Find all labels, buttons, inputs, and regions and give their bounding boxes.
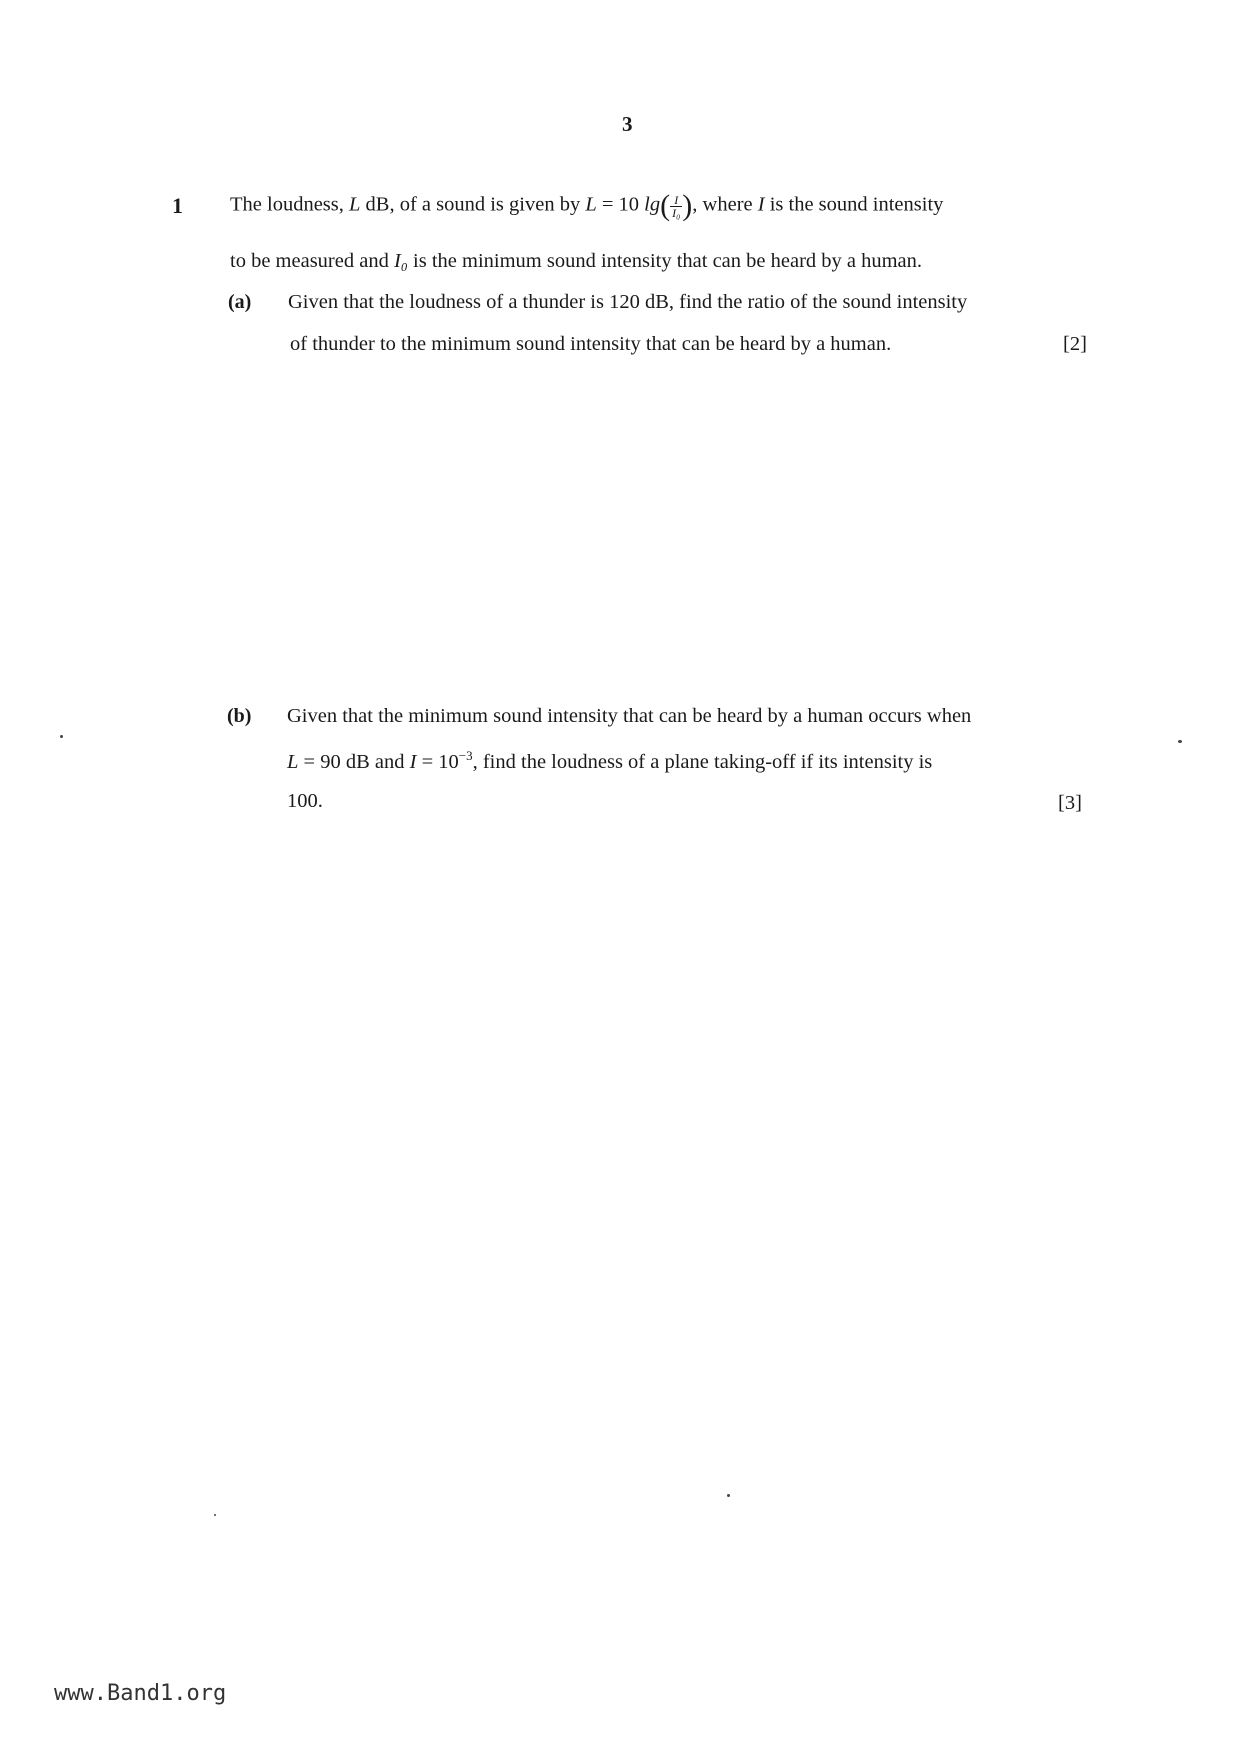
fraction-numerator: I [670, 194, 682, 207]
scan-speck [214, 1514, 216, 1516]
part-b-text: = 90 dB and [298, 750, 410, 773]
part-b-line-1: Given that the minimum sound intensity that can be heard by a human occurs when [287, 705, 972, 727]
stem-text: , where [692, 193, 758, 216]
open-paren: ( [660, 189, 671, 222]
stem-text: to be measured and [230, 250, 394, 272]
part-a-line-2: of thunder to the minimum sound intensity that can be heard by a human. [290, 333, 892, 355]
formula-lg: lg [644, 193, 661, 216]
formula-equals: = 10 [596, 193, 645, 216]
variable-I0: I₀ [393, 250, 408, 272]
part-a-line-1: Given that the loudness of a thunder is 120 dB, find the ratio of the sound intensity [288, 291, 968, 313]
part-a-label: (a) [228, 291, 252, 313]
footer-watermark: www.Band1.org [54, 1681, 227, 1706]
variable-L: L [349, 193, 361, 216]
stem-text: dB, of a sound is given by [360, 193, 586, 216]
part-b-marks: [3] [1058, 792, 1082, 814]
part-a-marks: [2] [1063, 333, 1087, 355]
close-paren: ) [682, 189, 693, 222]
fraction-denominator: I₀ [672, 205, 681, 220]
part-b-text: = 10 [416, 750, 459, 773]
scan-speck [1178, 740, 1182, 743]
stem-text: The loudness, [230, 193, 349, 216]
scan-speck [60, 735, 63, 738]
variable-I: I [757, 193, 765, 216]
question-stem-line-1 [230, 191, 943, 221]
part-b-text: , find the loudness of a plane taking-off if its intensity is [472, 750, 933, 773]
stem-text: is the minimum sound intensity that can be heard by a human. [407, 250, 923, 272]
stem-text: is the sound intensity [764, 193, 944, 216]
question-number: 1 [172, 193, 183, 218]
variable-I: I [409, 750, 417, 773]
question-stem-line-2 [230, 250, 922, 273]
page-number: 3 [622, 112, 633, 136]
variable-L: L [287, 750, 299, 773]
part-b-label: (b) [227, 705, 252, 727]
exponent: −3 [458, 748, 473, 763]
scan-speck [727, 1494, 730, 1497]
fraction [670, 194, 682, 219]
formula-L: L [585, 193, 597, 216]
part-b-line-3: 100. [287, 790, 323, 812]
part-b-line-2 [287, 748, 932, 774]
